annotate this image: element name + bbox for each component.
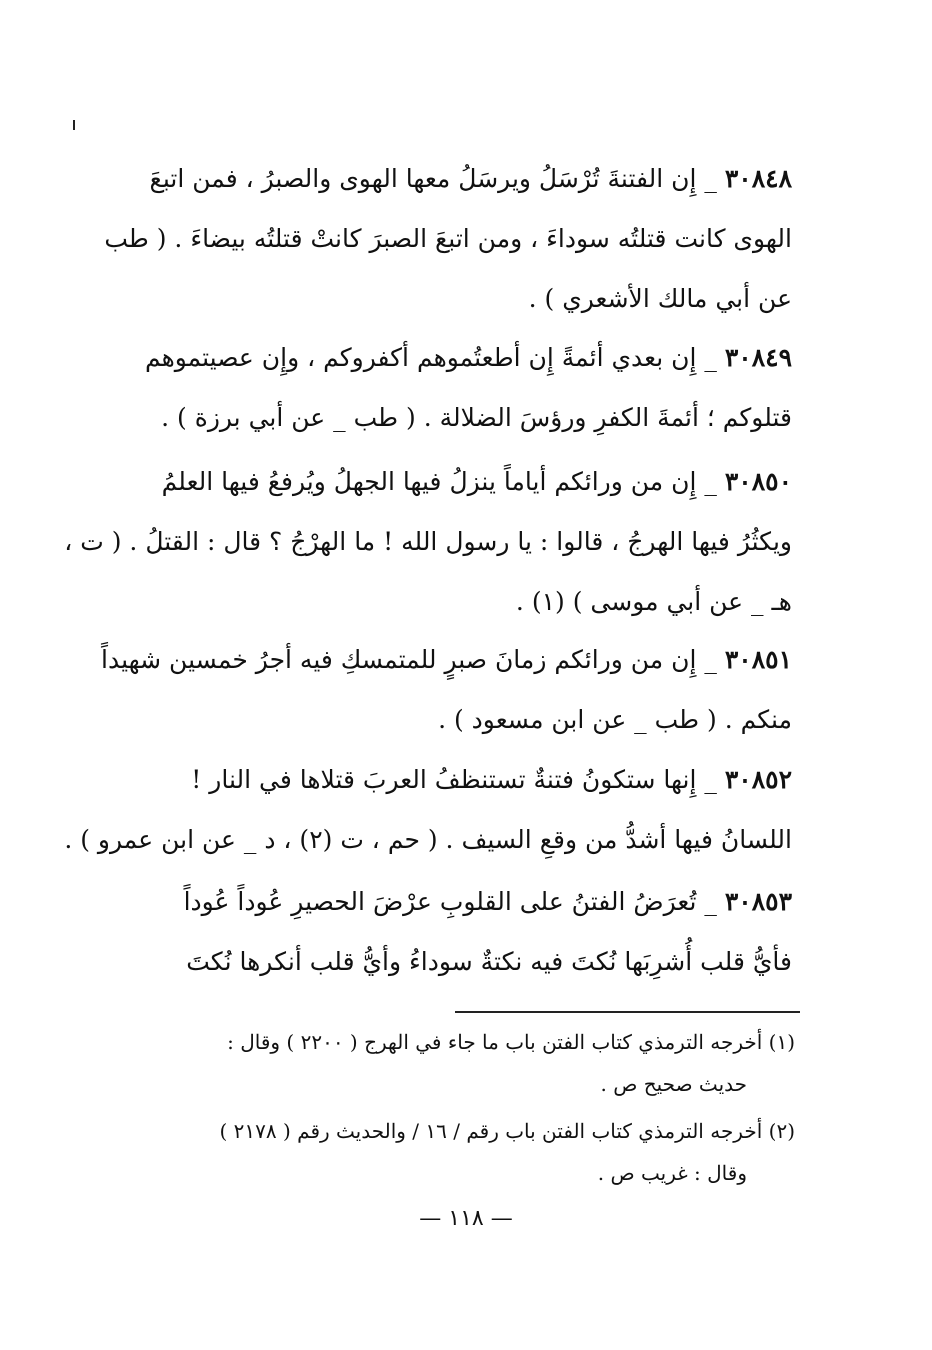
- hadith-30848: [98, 149, 792, 329]
- hadith-line: [98, 328, 792, 388]
- hadith-text: _ تُعرَضُ الفتنُ على القلوبِ عرْضَ الحصيرِ عُوداً عُوداً: [183, 887, 717, 916]
- hadith-line: منكم . ( طب _ عن ابن مسعود ) .: [438, 705, 792, 734]
- hadith-number: ٣٠٨٥٠: [724, 467, 792, 496]
- hadith-30850: [64, 452, 792, 632]
- hadith-30849: [98, 328, 792, 448]
- hadith-line: اللسانُ فيها أشدُّ من وقعِ السيف . ( حم ، ت (٢) ، د _ عن ابن عمرو ) .: [64, 825, 792, 854]
- page-number: — ١١٨ —: [419, 1206, 513, 1231]
- hadith-text: _ إِن من ورائكم زمانَ صبرٍ للمتمسكِ فيه أجرُ خمسين شهيداً: [101, 645, 717, 674]
- footnote-1: [90, 1021, 795, 1105]
- hadith-line: [98, 750, 792, 810]
- hadith-line: الهوى كانت قتلتُه سوداءَ ، ومن اتبعَ الصبرَ كانتْ قتلتُه بيضاءَ . ( طب: [104, 224, 792, 253]
- hadith-line: هـ _ عن أبي موسى ) (١) .: [515, 587, 792, 616]
- hadith-line: [98, 452, 792, 512]
- footnote-line: وقال : غريب ص .: [597, 1161, 747, 1185]
- hadith-line: عن أبي مالك الأشعري ) .: [528, 284, 792, 313]
- hadith-line: [98, 872, 792, 932]
- hadith-number: ٣٠٨٤٨: [724, 164, 792, 193]
- hadith-30852: [64, 750, 792, 870]
- hadith-number: ٣٠٨٤٩: [724, 343, 792, 372]
- hadith-30851: [98, 630, 792, 750]
- hadith-text: _ إِن من ورائكم أياماً ينزلُ فيها الجهلُ ويُرفعُ فيها العلمُ: [161, 467, 717, 496]
- hadith-number: ٣٠٨٥٢: [724, 765, 792, 794]
- footnote-line: (٢) أخرجه الترمذي كتاب الفتن باب رقم / ١٦ / والحديث رقم ( ٢١٧٨ ): [219, 1119, 795, 1143]
- hadith-number: ٣٠٨٥٣: [724, 887, 792, 916]
- footnote-line: (١) أخرجه الترمذي كتاب الفتن باب ما جاء في الهرج ( ٢٢٠٠ ) وقال :: [227, 1030, 795, 1054]
- hadith-line: قتلوكم ؛ أئمةَ الكفرِ ورؤسَ الضلالة . ( طب _ عن أبي برزة ) .: [161, 403, 792, 432]
- hadith-text: _ إِن بعدي أئمةً إِن أطعتُموهم أكفروكم ، وإِن عصيتموهم: [144, 343, 717, 372]
- hadith-line: [98, 149, 792, 209]
- hadith-30853: [98, 872, 792, 992]
- hadith-text: _ إِن الفتنةَ تُرْسَلُ ويرسَلُ معها الهوى والصبرُ ، فمن اتبعَ: [149, 164, 717, 193]
- hadith-number: ٣٠٨٥١: [724, 645, 792, 674]
- margin-mark: [73, 120, 75, 130]
- footnote-divider: [455, 1011, 800, 1013]
- hadith-line: ويكثُرُ فيها الهرجُ ، قالوا : يا رسول الله ! ما الهرْجُ ؟ قال : القتلُ . ( ت ،: [64, 527, 792, 556]
- hadith-text: _ إِنها ستكونُ فتنةٌ تستنظفُ العربَ قتلاها في النار !: [191, 765, 717, 794]
- hadith-line: [98, 630, 792, 690]
- hadith-line: فأيُّ قلب أُشرِبَها نُكتَ فيه نكتةٌ سوداءُ وأيُّ قلب أنكرها نُكتَ: [186, 947, 792, 976]
- footnote-line: حديث صحيح ص .: [600, 1072, 747, 1096]
- footnote-2: [90, 1110, 795, 1194]
